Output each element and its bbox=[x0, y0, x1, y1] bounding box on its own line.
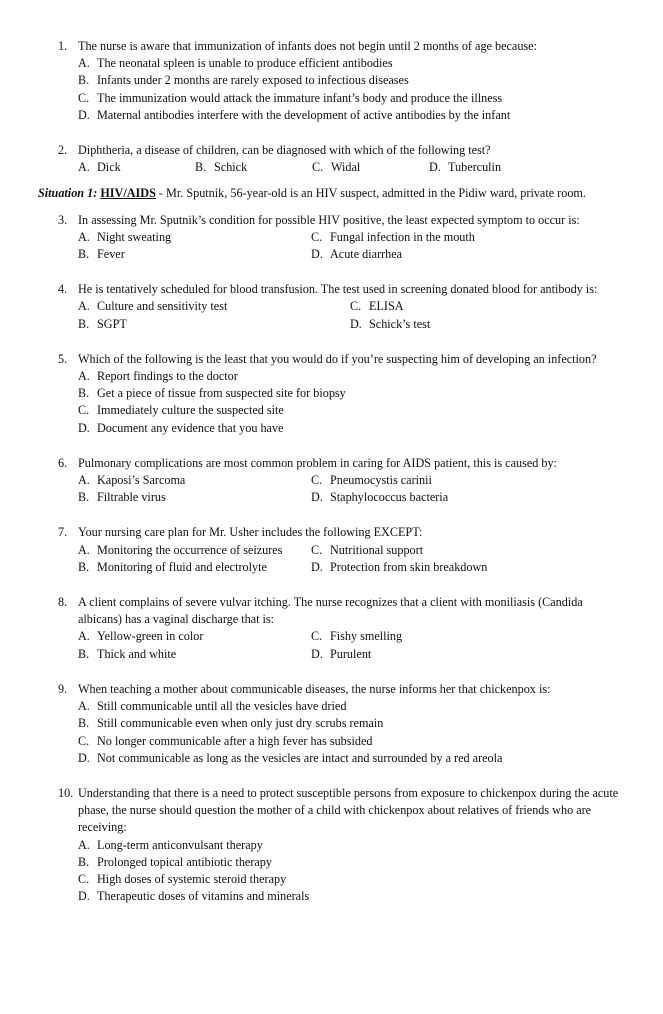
option-letter: B. bbox=[78, 247, 90, 262]
option-b bbox=[78, 316, 350, 333]
option-d bbox=[311, 246, 402, 263]
option-c bbox=[78, 402, 628, 419]
option-letter: A. bbox=[78, 629, 90, 644]
option-letter: C. bbox=[311, 229, 323, 244]
question-number: 8. bbox=[58, 595, 68, 610]
option-b bbox=[78, 489, 311, 506]
option-text: Pneumocystis carinii bbox=[330, 473, 432, 488]
option-letter: A. bbox=[78, 542, 90, 557]
question-text: Your nursing care plan for Mr. Usher includes the following EXCEPT: bbox=[78, 525, 423, 540]
question-number: 4. bbox=[58, 282, 68, 297]
exam-page bbox=[0, 38, 663, 905]
option-c bbox=[311, 229, 475, 246]
question-9 bbox=[58, 681, 628, 767]
question-1 bbox=[58, 38, 628, 124]
option-b bbox=[78, 72, 628, 89]
option-letter: B. bbox=[195, 160, 207, 175]
option-text: Still communicable until all the vesicles have dried bbox=[97, 699, 347, 714]
option-letter: D. bbox=[78, 420, 90, 435]
option-text: Fever bbox=[97, 247, 125, 262]
option-letter: C. bbox=[311, 542, 323, 557]
option-letter: B. bbox=[78, 316, 90, 331]
option-text: Culture and sensitivity test bbox=[97, 299, 228, 314]
option-text: Purulent bbox=[330, 646, 372, 661]
option-letter: C. bbox=[78, 90, 90, 105]
option-b bbox=[195, 159, 312, 176]
question-10 bbox=[58, 785, 628, 905]
option-a bbox=[78, 837, 628, 854]
question-number: 5. bbox=[58, 351, 68, 366]
option-letter: A. bbox=[78, 160, 90, 175]
option-d bbox=[429, 159, 546, 176]
option-text: Kaposi’s Sarcoma bbox=[97, 473, 186, 488]
option-text: Report findings to the doctor bbox=[97, 369, 238, 384]
option-b bbox=[78, 715, 628, 732]
option-text: The immunization would attack the immature infant’s body and produce the illness bbox=[97, 90, 503, 105]
option-letter: B. bbox=[78, 854, 90, 869]
question-6 bbox=[58, 455, 628, 507]
option-c bbox=[350, 298, 404, 315]
option-letter: A. bbox=[78, 369, 90, 384]
option-a bbox=[78, 368, 628, 385]
option-letter: D. bbox=[350, 316, 362, 331]
option-text: Yellow-green in color bbox=[97, 629, 204, 644]
option-text: Protection from skin breakdown bbox=[330, 559, 488, 574]
option-text: Staphylococcus bacteria bbox=[330, 490, 449, 505]
option-text: Maternal antibodies interfere with the development of active antibodies by the infant bbox=[97, 107, 511, 122]
question-number: 2. bbox=[58, 143, 68, 158]
option-letter: C. bbox=[311, 629, 323, 644]
option-c bbox=[311, 628, 402, 645]
option-b bbox=[78, 646, 311, 663]
option-letter: D. bbox=[311, 490, 323, 505]
option-text: Prolonged topical antibiotic therapy bbox=[97, 854, 272, 869]
question-number: 10. bbox=[58, 785, 74, 800]
option-text: ELISA bbox=[369, 299, 404, 314]
option-text: Long-term anticonvulsant therapy bbox=[97, 837, 263, 852]
option-text: Still communicable even when only just dry scrubs remain bbox=[97, 716, 384, 731]
question-number: 3. bbox=[58, 212, 68, 227]
option-a bbox=[78, 628, 311, 645]
option-letter: D. bbox=[311, 646, 323, 661]
option-text: Widal bbox=[331, 160, 361, 175]
option-letter: B. bbox=[78, 490, 90, 505]
question-text: A client complains of severe vulvar itching. The nurse recognizes that a client with moniliasis (Candida albicans) has a vaginal discharge that is: bbox=[78, 595, 583, 627]
option-c bbox=[78, 871, 628, 888]
option-letter: D. bbox=[429, 160, 441, 175]
option-text: Filtrable virus bbox=[97, 490, 166, 505]
option-a bbox=[78, 55, 628, 72]
option-text: Monitoring of fluid and electrolyte bbox=[97, 559, 267, 574]
option-letter: C. bbox=[350, 299, 362, 314]
option-text: High doses of systemic steroid therapy bbox=[97, 871, 287, 886]
option-letter: C. bbox=[78, 871, 90, 886]
option-d bbox=[311, 489, 448, 506]
option-text: Infants under 2 months are rarely exposed to infectious diseases bbox=[97, 73, 409, 88]
option-b bbox=[78, 385, 628, 402]
question-text: In assessing Mr. Sputnik’s condition for possible HIV positive, the least expected symptom to occur is: bbox=[78, 212, 580, 227]
option-c bbox=[78, 733, 628, 750]
option-a bbox=[78, 472, 311, 489]
option-b bbox=[78, 854, 628, 871]
option-text: No longer communicable after a high fever has subsided bbox=[97, 733, 373, 748]
option-letter: A. bbox=[78, 473, 90, 488]
question-text: Understanding that there is a need to protect susceptible persons from exposure to chickenpox during the acute phase, the nurse should question the mother of a child with chickenpox about relatives of friends who are receiving: bbox=[78, 785, 619, 835]
option-d bbox=[78, 107, 628, 124]
option-letter: C. bbox=[78, 403, 90, 418]
option-letter: A. bbox=[78, 229, 90, 244]
question-text: Which of the following is the least that you would do if you’re suspecting him of developing an infection? bbox=[78, 351, 597, 366]
option-letter: D. bbox=[78, 107, 90, 122]
option-d bbox=[78, 750, 628, 767]
question-number: 1. bbox=[58, 39, 68, 53]
option-text: Schick’s test bbox=[369, 316, 431, 331]
option-c bbox=[78, 90, 628, 107]
option-letter: C. bbox=[312, 160, 324, 175]
option-text: Document any evidence that you have bbox=[97, 420, 284, 435]
option-d bbox=[78, 888, 628, 905]
question-text: The nurse is aware that immunization of infants does not begin until 2 months of age because: bbox=[78, 39, 537, 53]
option-b bbox=[78, 246, 311, 263]
option-text: Get a piece of tissue from suspected site for biopsy bbox=[97, 386, 346, 401]
question-3 bbox=[58, 212, 628, 264]
question-7 bbox=[58, 524, 628, 576]
option-d bbox=[350, 316, 430, 333]
option-letter: D. bbox=[311, 559, 323, 574]
option-text: Nutritional support bbox=[330, 542, 424, 557]
situation-label: Situation 1: bbox=[38, 186, 98, 201]
option-letter: B. bbox=[78, 73, 90, 88]
option-text: Therapeutic doses of vitamins and minerals bbox=[97, 889, 310, 904]
option-text: Night sweating bbox=[97, 229, 172, 244]
option-a bbox=[78, 159, 195, 176]
question-text: He is tentatively scheduled for blood transfusion. The test used in screening donated blood for antibody is: bbox=[78, 282, 598, 297]
option-text: Schick bbox=[214, 160, 248, 175]
option-d bbox=[311, 559, 487, 576]
option-text: Dick bbox=[97, 160, 121, 175]
option-c bbox=[311, 542, 423, 559]
question-text: Diphtheria, a disease of children, can be diagnosed with which of the following test? bbox=[78, 143, 491, 158]
option-letter: C. bbox=[78, 733, 90, 748]
option-letter: B. bbox=[78, 386, 90, 401]
option-letter: A. bbox=[78, 56, 90, 71]
situation-topic: HIV/AIDS bbox=[100, 186, 156, 201]
option-d bbox=[78, 420, 628, 437]
option-text: SGPT bbox=[97, 316, 127, 331]
option-letter: A. bbox=[78, 837, 90, 852]
question-8 bbox=[58, 594, 628, 663]
option-text: Tuberculin bbox=[448, 160, 502, 175]
option-letter: B. bbox=[78, 716, 90, 731]
question-5 bbox=[58, 351, 628, 437]
option-text: Monitoring the occurrence of seizures bbox=[97, 542, 283, 557]
question-number: 9. bbox=[58, 681, 68, 696]
question-text: When teaching a mother about communicable diseases, the nurse informs her that chickenpox is: bbox=[78, 681, 551, 696]
option-c bbox=[312, 159, 429, 176]
option-a bbox=[78, 298, 350, 315]
option-letter: A. bbox=[78, 699, 90, 714]
question-2 bbox=[58, 142, 628, 176]
option-text: Fishy smelling bbox=[330, 629, 403, 644]
situation-text: - Mr. Sputnik, 56-year-old is an HIV suspect, admitted in the Pidiw ward, private room. bbox=[155, 186, 586, 201]
situation-heading bbox=[38, 185, 628, 202]
option-letter: D. bbox=[78, 889, 90, 904]
option-c bbox=[311, 472, 432, 489]
question-4 bbox=[58, 281, 628, 333]
option-a bbox=[78, 698, 628, 715]
option-b bbox=[78, 559, 311, 576]
option-a bbox=[78, 542, 311, 559]
option-letter: C. bbox=[311, 473, 323, 488]
option-letter: B. bbox=[78, 646, 90, 661]
option-text: Fungal infection in the mouth bbox=[330, 229, 475, 244]
question-number: 6. bbox=[58, 455, 68, 470]
option-d bbox=[311, 646, 371, 663]
option-letter: D. bbox=[78, 750, 90, 765]
option-letter: D. bbox=[311, 247, 323, 262]
question-text: Pulmonary complications are most common problem in caring for AIDS patient, this is caused by: bbox=[78, 455, 557, 470]
option-text: Acute diarrhea bbox=[330, 247, 403, 262]
option-letter: B. bbox=[78, 559, 90, 574]
option-text: Not communicable as long as the vesicles are intact and surrounded by a red areola bbox=[97, 750, 503, 765]
option-text: The neonatal spleen is unable to produce efficient antibodies bbox=[97, 56, 393, 71]
question-number: 7. bbox=[58, 525, 68, 540]
option-letter: A. bbox=[78, 299, 90, 314]
option-a bbox=[78, 229, 311, 246]
option-text: Thick and white bbox=[97, 646, 177, 661]
option-text: Immediately culture the suspected site bbox=[97, 403, 284, 418]
